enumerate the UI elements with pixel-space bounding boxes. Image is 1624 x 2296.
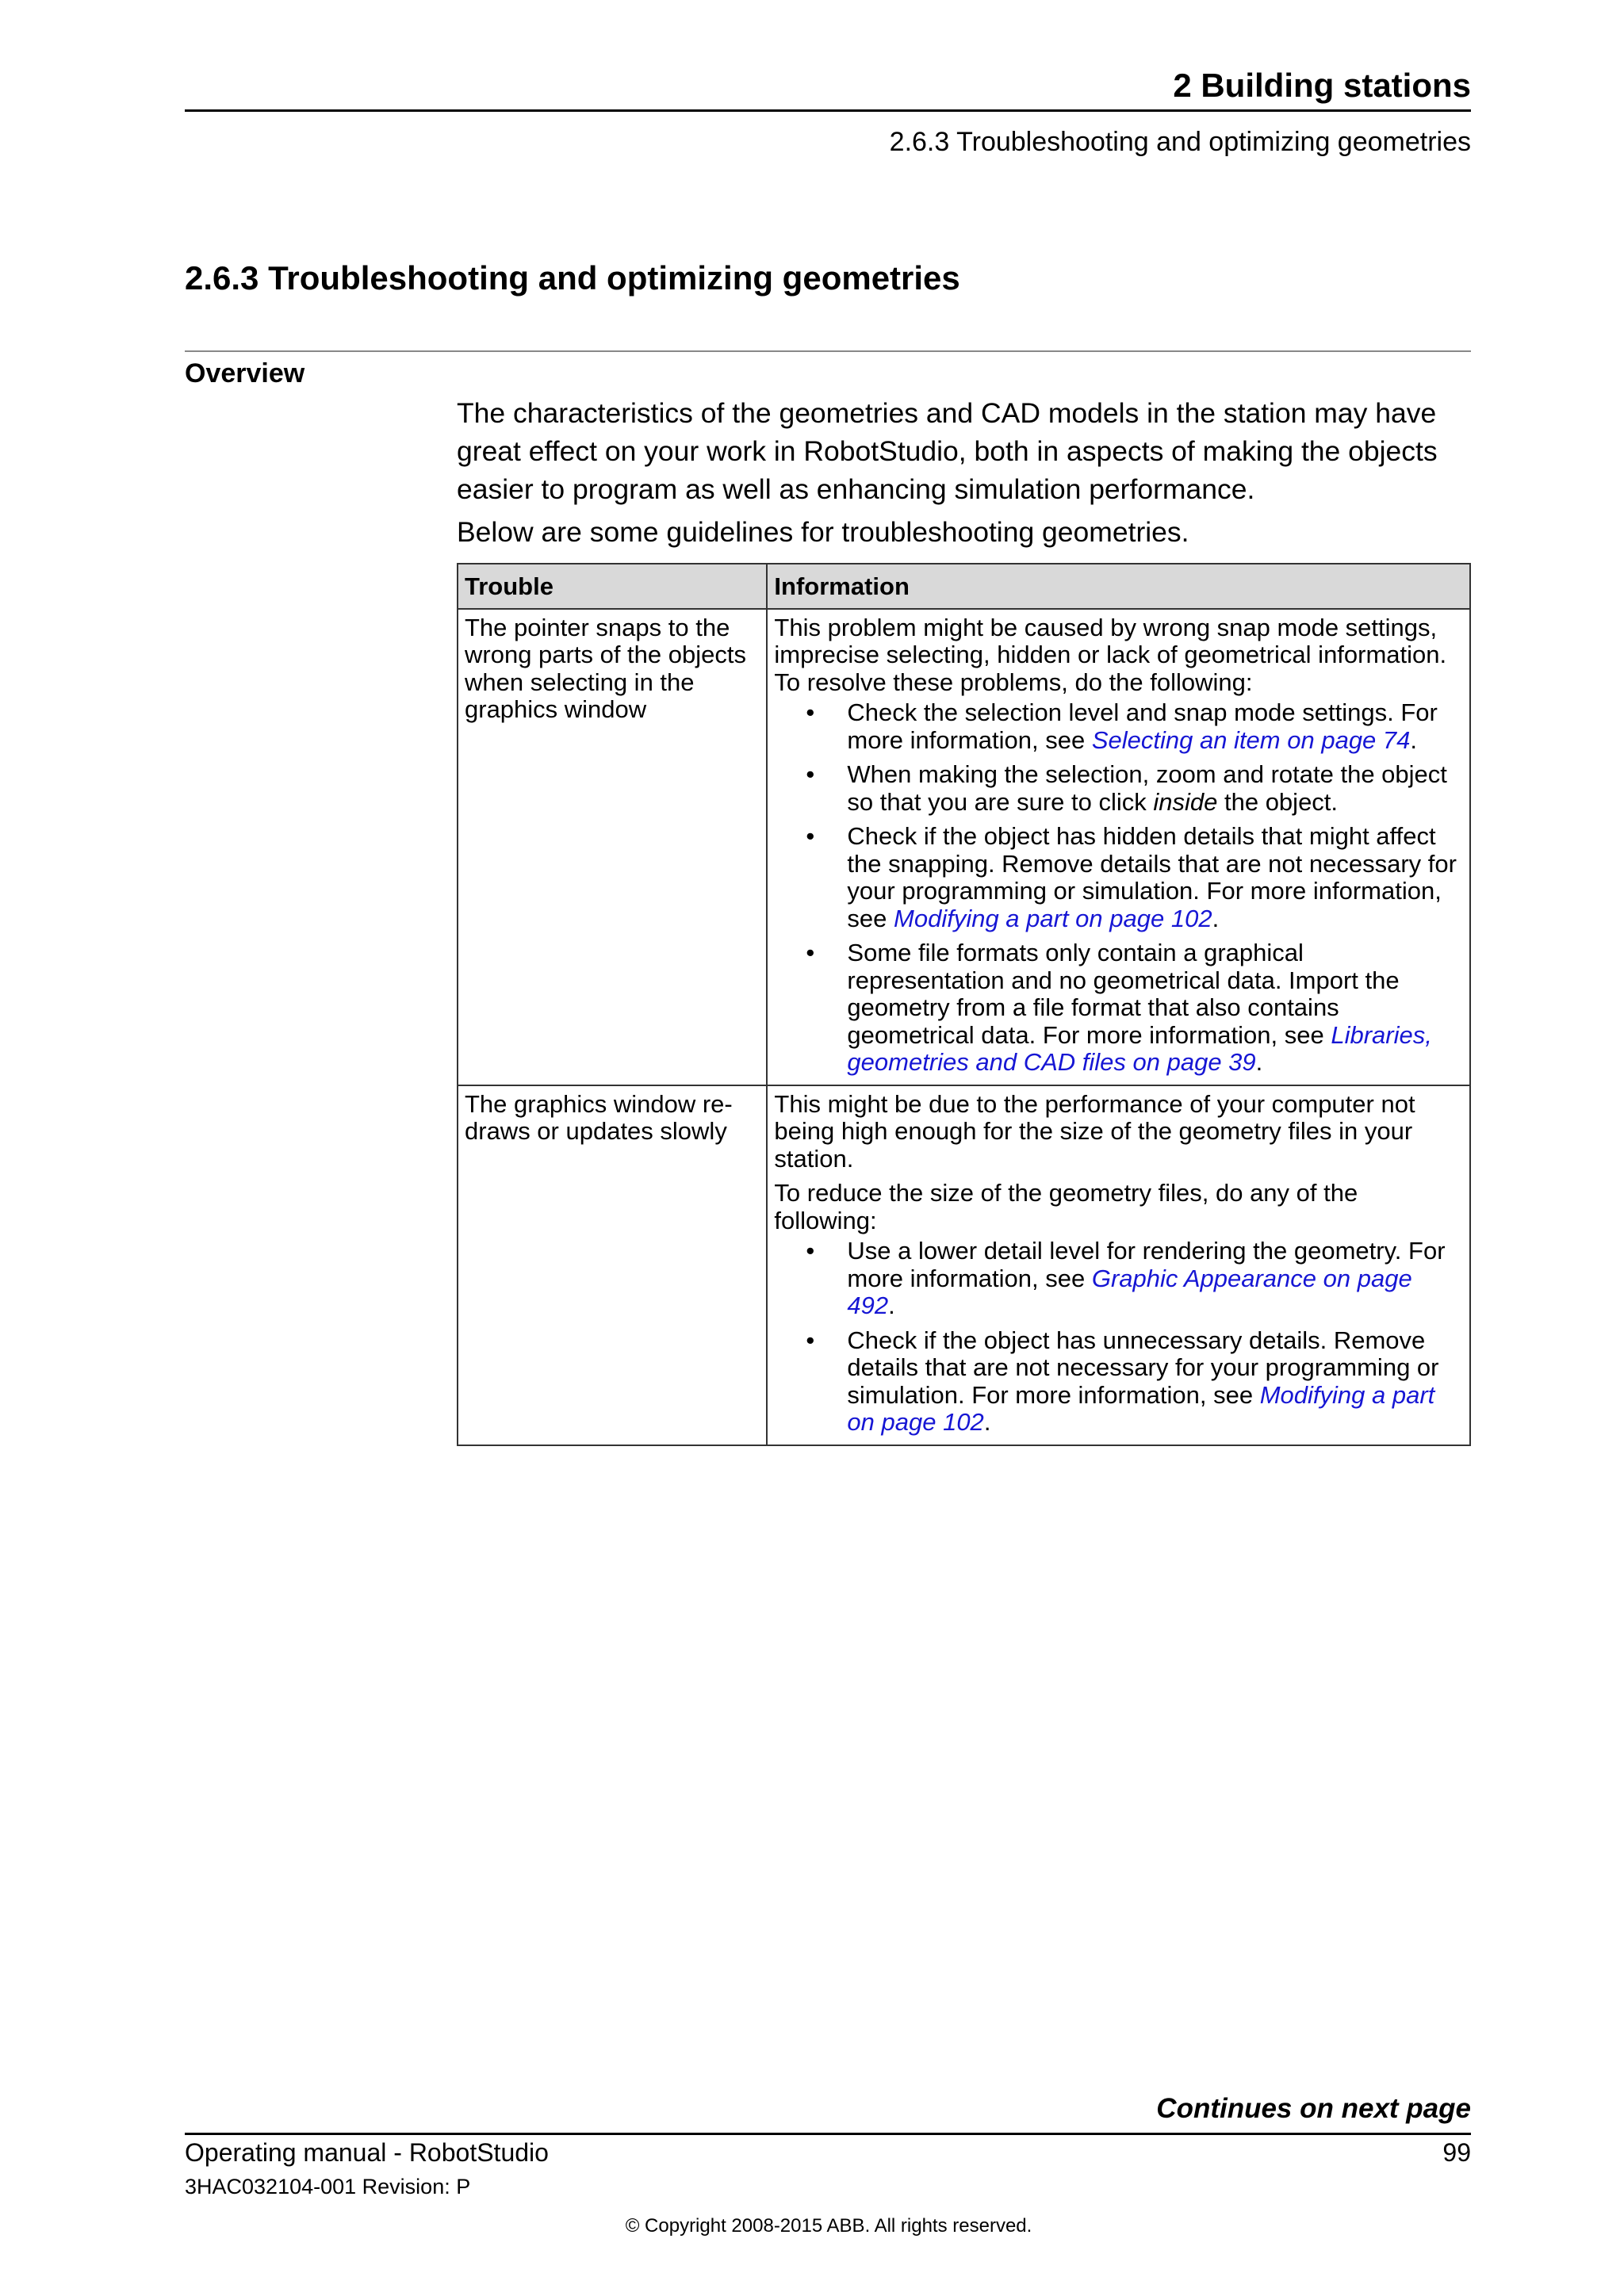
- link-libraries-geometries-cad[interactable]: Libraries, geometries and CAD files on page 39: [847, 1020, 1432, 1076]
- page-number: 99: [1442, 2138, 1471, 2167]
- bullet-icon: •: [806, 939, 815, 966]
- list-item-text-end: .: [888, 1292, 895, 1319]
- list-item-text-end: .: [1255, 1048, 1263, 1076]
- emphasis-text: inside: [1153, 787, 1218, 816]
- troubleshooting-table: [457, 563, 1471, 1446]
- list-item-text: Check the selection level and snap mode settings. For more information, see: [847, 698, 1438, 754]
- list-item-text-end: .: [983, 1408, 991, 1436]
- bullet-icon: •: [806, 760, 815, 788]
- footer-rule: [185, 2133, 1471, 2135]
- chapter-title: 2 Building stations: [1173, 67, 1471, 104]
- list-item-text-end: the object.: [1217, 787, 1339, 816]
- trouble-cell: The graphics window re-draws or updates slowly: [458, 1085, 767, 1445]
- list-item: [774, 939, 1463, 1077]
- bullet-list: [774, 1238, 1463, 1437]
- list-item-text: Check if the object has unnecessary details. Remove details that are not necessary for your programming or simulation. For more information, see: [847, 1326, 1439, 1409]
- list-item: [774, 823, 1463, 932]
- information-intro: This problem might be caused by wrong snap mode settings, imprecise selecting, hidden or lack of geometrical information. To resolve these problems, do the following:: [774, 613, 1447, 696]
- copyright-notice: © Copyright 2008-2015 ABB. All rights reserved.: [625, 2215, 1032, 2237]
- information-intro-2: To reduce the size of the geometry files, do any of the following:: [774, 1179, 1358, 1234]
- list-item-text-end: .: [1212, 904, 1220, 932]
- list-item: [774, 1238, 1463, 1320]
- table-header-row: [458, 564, 1470, 609]
- bullet-icon: •: [806, 1326, 815, 1354]
- link-selecting-an-item[interactable]: Selecting an item on page 74: [1091, 725, 1411, 754]
- list-item-text: When making the selection, zoom and rotate the object so that you are sure to click: [847, 760, 1447, 816]
- link-modifying-a-part[interactable]: Modifying a part on page 102: [847, 1380, 1435, 1436]
- list-item-text: Check if the object has hidden details that might affect the snapping. Remove details that are not necessary for your programming or simulation. For more information, see: [847, 822, 1457, 932]
- information-intro: This might be due to the performance of your computer not being high enough for the size of the geometry files in your station.: [774, 1089, 1415, 1173]
- table-row: [458, 1085, 1470, 1445]
- guideline-paragraph: Below are some guidelines for troubleshooting geometries.: [457, 516, 1189, 548]
- list-item-text: Use a lower detail level for rendering the geometry. For more information, see: [847, 1237, 1446, 1292]
- section-title: 2.6.3 Troubleshooting and optimizing geometries: [185, 259, 960, 297]
- intro-paragraph: The characteristics of the geometries and CAD models in the station may have great effect on your work in RobotStudio, both in aspects of making the objects easier to program as well as enhancing simulation performance.: [457, 397, 1438, 505]
- manual-title: Operating manual - RobotStudio: [185, 2138, 549, 2167]
- link-modifying-a-part[interactable]: Modifying a part on page 102: [894, 904, 1212, 932]
- header-section: 2.6.3 Troubleshooting and optimizing geometries: [889, 127, 1471, 157]
- trouble-cell: The pointer snaps to the wrong parts of the objects when selecting in the graphics window: [458, 609, 767, 1085]
- overview-label: Overview: [185, 358, 305, 388]
- list-item: [774, 699, 1463, 754]
- column-header-information: Information: [767, 564, 1470, 609]
- list-item-text: Some file formats only contain a graphical representation and no geometrical data. Import the geometry from a file format that also contains geometrical data. For more information, see: [847, 939, 1400, 1049]
- header-rule: [185, 109, 1471, 112]
- continues-on-next-page: Continues on next page: [1156, 2093, 1471, 2124]
- link-graphic-appearance[interactable]: Graphic Appearance on page 492: [847, 1264, 1412, 1319]
- table-row: [458, 609, 1470, 1085]
- bullet-icon: •: [806, 1237, 815, 1265]
- list-item: [774, 1327, 1463, 1437]
- column-header-trouble: Trouble: [458, 564, 767, 609]
- bullet-icon: •: [806, 822, 815, 850]
- information-cell: [767, 1085, 1470, 1445]
- list-item-text-end: .: [1410, 725, 1418, 754]
- information-cell: [767, 609, 1470, 1085]
- bullet-icon: •: [806, 698, 815, 726]
- list-item: [774, 761, 1463, 816]
- document-id: 3HAC032104-001 Revision: P: [185, 2175, 471, 2198]
- bullet-list: [774, 699, 1463, 1077]
- section-rule: [185, 350, 1471, 352]
